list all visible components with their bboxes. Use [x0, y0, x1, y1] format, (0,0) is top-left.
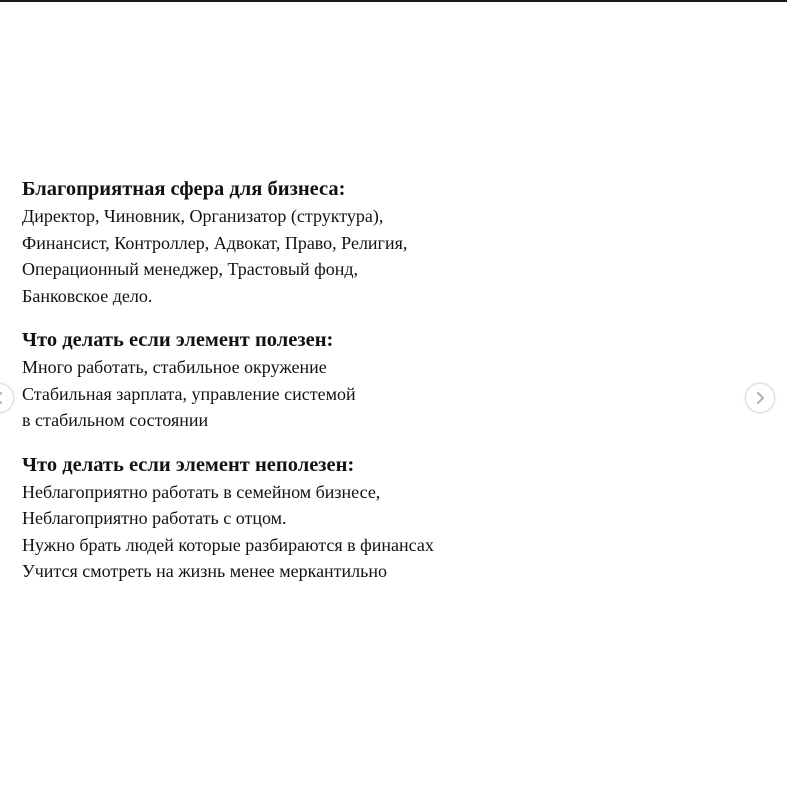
section-heading: Что делать если элемент неполезен: — [22, 453, 355, 476]
section-line: Учится смотреть на жизнь менее меркантильно — [22, 561, 388, 581]
chevron-right-icon — [755, 392, 765, 404]
section-line: Нужно брать людей которые разбираются в финансах — [22, 534, 434, 555]
top-border — [0, 0, 787, 2]
section-line: Операционный менеджер, Трастовый фонд, — [22, 259, 359, 279]
post-text-content — [22, 176, 762, 603]
section-heading: Что делать если элемент полезен: — [22, 329, 334, 351]
section-line: Финансист, Контроллер, Адвокат, Право, Религия, — [22, 232, 408, 253]
section-line: Много работать, стабильное окружение — [22, 357, 327, 377]
section-line: Неблагоприятно работать с отцом. — [22, 508, 287, 528]
section-line: Директор, Чиновник, Организатор (структура), — [22, 206, 384, 226]
section-element-useful — [22, 327, 762, 434]
section-element-unfavorable — [22, 452, 762, 585]
section-line: Банковское дело. — [22, 285, 153, 306]
section-line: Стабильная зарплата, управление системой — [22, 383, 356, 404]
chevron-left-icon — [0, 392, 4, 404]
section-business-sphere — [22, 176, 762, 309]
carousel-prev-button[interactable] — [0, 383, 14, 413]
section-heading: Благоприятная сфера для бизнеса: — [22, 178, 346, 200]
section-line: Неблагоприятно работать в семейном бизнесе, — [22, 481, 381, 502]
section-line: в стабильном состоянии — [22, 410, 209, 430]
carousel-next-button[interactable] — [745, 383, 775, 413]
